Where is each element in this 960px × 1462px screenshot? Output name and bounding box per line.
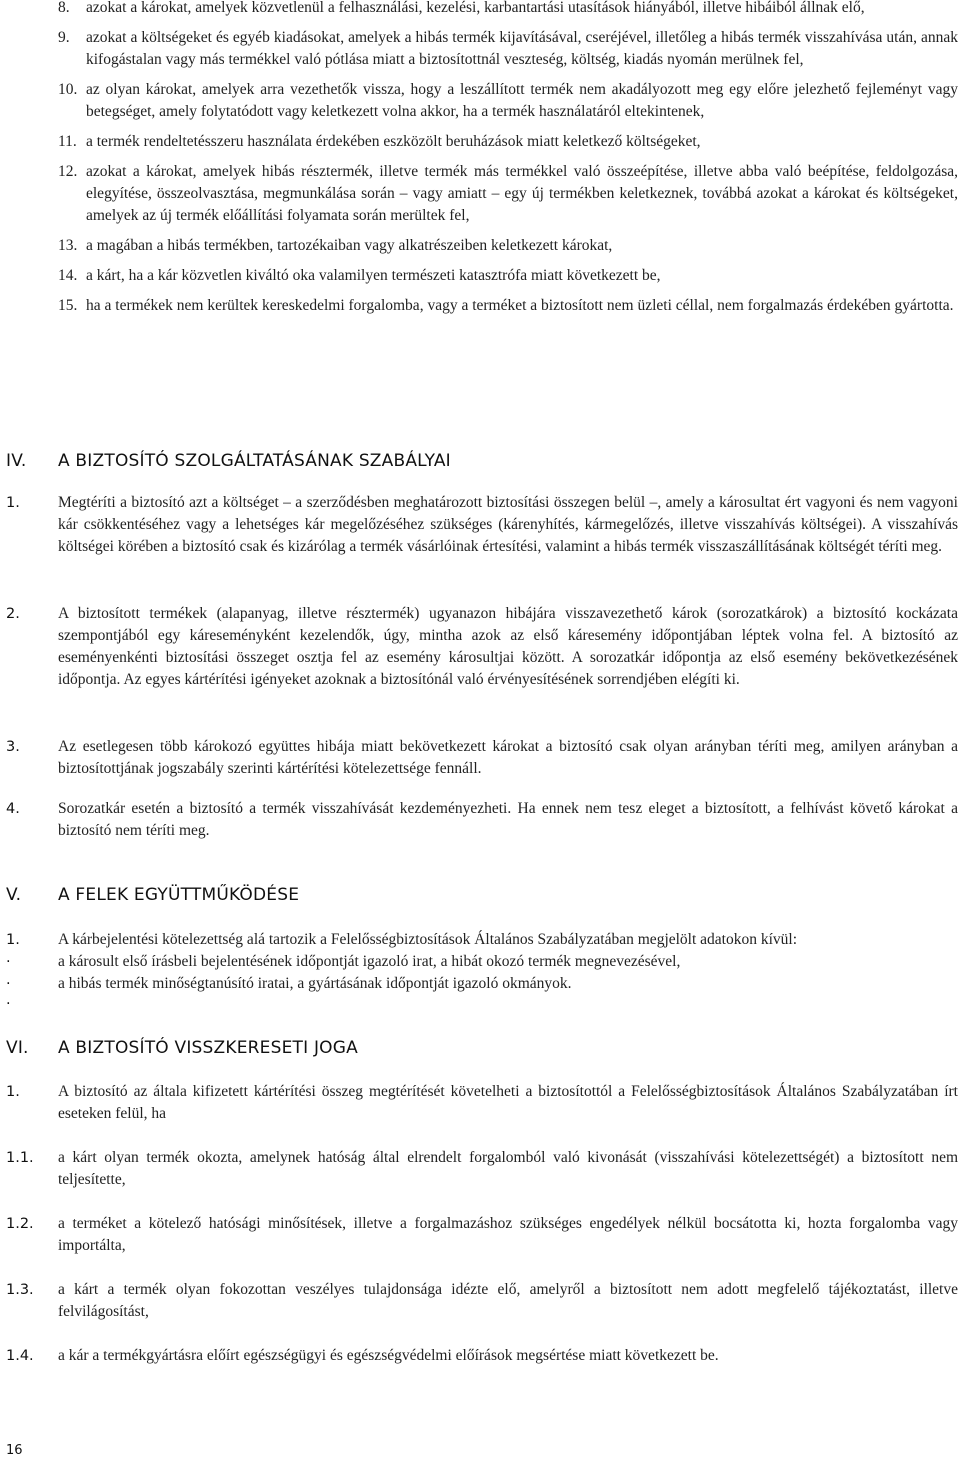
section-iv-item-4	[6, 798, 958, 842]
list-item	[58, 131, 958, 153]
section-item-text: a kár a termékgyártásra előírt egészségügyi és egészségvédelmi előírások megsértése miatt következett be.	[58, 1347, 719, 1364]
list-item-text: azokat a károkat, amelyek közvetlenül a felhasználási, kezelési, karbantartási utasítások hiányából, illetve hibáiból állnak elő,	[86, 0, 865, 16]
list-item-number: 12.	[58, 163, 78, 180]
section-heading-v	[6, 884, 299, 906]
list-item-text: a kárt, ha a kár közvetlen kiváltó oka valamilyen természeti katasztrófa miatt következett be,	[86, 267, 661, 284]
list-item	[58, 265, 958, 287]
section-iv-item-1	[6, 492, 958, 558]
section-item-text: Az esetlegesen több károkozó együttes hibája miatt bekövetkezett károkat a biztosító csak olyan arányban téríti meg, amilyen arányban a biztosítottjának jogszabály szerinti kártérítési kötelezettsége fennáll.	[58, 738, 958, 777]
section-vi-item-1-2	[6, 1213, 958, 1257]
section-roman-numeral: VI.	[6, 1038, 29, 1058]
section-vi-item-1-3	[6, 1279, 958, 1323]
section-item-number: 1.4.	[6, 1348, 34, 1364]
bullet-marker: ·	[6, 954, 11, 970]
list-item	[58, 235, 958, 257]
section-vi-item-1	[6, 1081, 958, 1125]
section-item-number: 1.	[6, 932, 20, 948]
list-item-text: a magában a hibás termékben, tartozékaiban vagy alkatrészeiben keletkezett károkat,	[86, 237, 613, 254]
list-item-number: 11.	[58, 133, 77, 150]
section-item-text: Megtéríti a biztosító azt a költséget – a szerződésben meghatározott biztosítási összegen belül –, amely a károsultat ért vagyoni és nem vagyoni kár csökkentéséhez vagy a lehetséges kár megelőzéséhez szükséges (kárenyhítés, kármegelőzés, illetve visszahívás költségei). A visszahívás költségei körében a biztosító csak és kizárólag a termék vásárlóinak értesítési, valamint a hibás termék visszaszállításának költségét téríti meg.	[58, 494, 958, 555]
section-item-number: 4.	[6, 801, 20, 817]
list-item	[58, 27, 958, 71]
section-item-number: 1.2.	[6, 1216, 34, 1232]
section-v-bullet	[6, 951, 958, 973]
list-item-number: 13.	[58, 237, 78, 254]
bullet-marker: ·	[6, 996, 11, 1012]
section-item-number: 1.1.	[6, 1150, 34, 1166]
section-item-number: 1.	[6, 1084, 20, 1100]
section-item-text: a kárt a termék olyan fokozottan veszélyes tulajdonsága idézte elő, amelyről a biztosított nem adott megfelelő tájékoztatást, illetve felvilágosítást,	[58, 1281, 958, 1320]
section-title: A BIZTOSÍTÓ SZOLGÁLTATÁSÁNAK SZABÁLYAI	[58, 451, 451, 471]
section-item-text: a kárt olyan termék okozta, amelynek hatóság által elrendelt forgalomból való kivonását (visszahívási kötelezettségét) a biztosított nem teljesítette,	[58, 1149, 958, 1188]
list-item	[58, 161, 958, 227]
section-iv-item-2	[6, 603, 958, 691]
section-item-text: A kárbejelentési kötelezettség alá tartozik a Felelősségbiztosítások Általános Szabályzatában megjelölt adatokon kívül:	[58, 931, 798, 948]
section-item-number: 3.	[6, 739, 20, 755]
section-item-text: A biztosított termékek (alapanyag, illetve résztermék) ugyanazon hibájára visszavezethető károk (sorozatkárok) a biztosító kockázata szempontjából egy káreseményként kezelendők, úgy, mintha azok az első káresemény időpontjában léptek volna fel. A biztosító az eseményenkénti biztosítási összeget osztja fel az esemény károsultjai között. A sorozatkár időpontja az első esemény bekövetkezésének időpontja. Az egyes kártérítési igényeket azoknak a biztosítónál való érvényesítésének sorrendjében elégíti ki.	[58, 605, 958, 688]
list-item-number: 15.	[58, 297, 78, 314]
list-item-text: azokat a költségeket és egyéb kiadásokat, amelyek a hibás termék kijavításával, cseréjével, illetőleg a hibás termék visszahívása után, annak kifogástalan vagy más termékkel való pótlása miatt a biztosítottnál veszteség, költség, kiadás nyomán merülnek fel,	[86, 29, 958, 68]
section-vi-item-1-1	[6, 1147, 958, 1191]
list-item	[58, 295, 958, 317]
list-item-text: azokat a károkat, amelyek hibás résztermék, illetve termék más termékkel való összeépítése, illetve abba való beépítése, feldolgozása, elegyítése, összeolvasztása, megmunkálása során – vagy amiatt – egy új termékben keletkeznek, továbbá azokat a károkat és költségeket, amelyek az új termék előállítási folyamata során merültek fel,	[86, 163, 958, 224]
section-roman-numeral: V.	[6, 885, 22, 905]
bullet-marker: ·	[6, 976, 11, 992]
section-iv-item-3	[6, 736, 958, 780]
section-v-item-1	[6, 929, 958, 951]
section-item-number: 1.3.	[6, 1282, 34, 1298]
section-v-bullet	[6, 973, 958, 995]
section-roman-numeral: IV.	[6, 451, 27, 471]
section-item-number: 2.	[6, 606, 20, 622]
list-item-text: a termék rendeltetésszeru használata érdekében eszközölt beruházások miatt keletkező költségeket,	[86, 133, 701, 150]
list-item-text: az olyan károkat, amelyek arra vezethetők vissza, hogy a leszállított termék nem akadályozott meg egy előre jelezhető fejleményt vagy betegséget, amely folytatódott vagy keletkezett volna akkor, ha a termék használatáról eltekintenek,	[86, 81, 958, 120]
list-item	[58, 0, 958, 19]
section-title: A BIZTOSÍTÓ VISSZKERESETI JOGA	[58, 1038, 358, 1058]
page-number: 16	[6, 1443, 23, 1458]
section-item-text: A biztosító az általa kifizetett kártérítési összeg megtérítését követelheti a biztosítottól a Felelősségbiztosítások Általános Szabályzatában írt eseteken felül, ha	[58, 1083, 958, 1122]
section-item-text: Sorozatkár esetén a biztosító a termék visszahívását kezdeményezheti. Ha ennek nem tesz eleget a biztosított, a felhívást követő károkat a biztosító nem téríti meg.	[58, 800, 958, 839]
bullet-text: a hibás termék minőségtanúsító iratai, a gyártásának időpontját igazoló okmányok.	[58, 975, 572, 992]
list-item-number: 8.	[58, 0, 70, 16]
bullet-text: a károsult első írásbeli bejelentésének időpontját igazoló irat, a hibát okozó termék megnevezésével,	[58, 953, 681, 970]
section-heading-vi	[6, 1037, 358, 1059]
list-item	[58, 79, 958, 123]
section-title: A FELEK EGYÜTTMŰKÖDÉSE	[58, 885, 300, 905]
list-item-number: 10.	[58, 81, 78, 98]
section-vi-item-1-4	[6, 1345, 958, 1367]
list-item-number: 14.	[58, 267, 78, 284]
section-v-bullet	[6, 993, 958, 1015]
section-item-number: 1.	[6, 495, 20, 511]
section-item-text: a terméket a kötelező hatósági minősítések, illetve a forgalmazáshoz szükséges engedélyek nélkül bocsátotta ki, hozta forgalomba vagy importálta,	[58, 1215, 958, 1254]
section-heading-iv	[6, 450, 451, 472]
list-item-text: ha a termékek nem kerültek kereskedelmi forgalomba, vagy a terméket a biztosított nem üzleti céllal, nem forgalmazás érdekében gyártotta.	[86, 297, 954, 314]
exclusion-list-top	[58, 0, 958, 317]
list-item-number: 9.	[58, 29, 70, 46]
